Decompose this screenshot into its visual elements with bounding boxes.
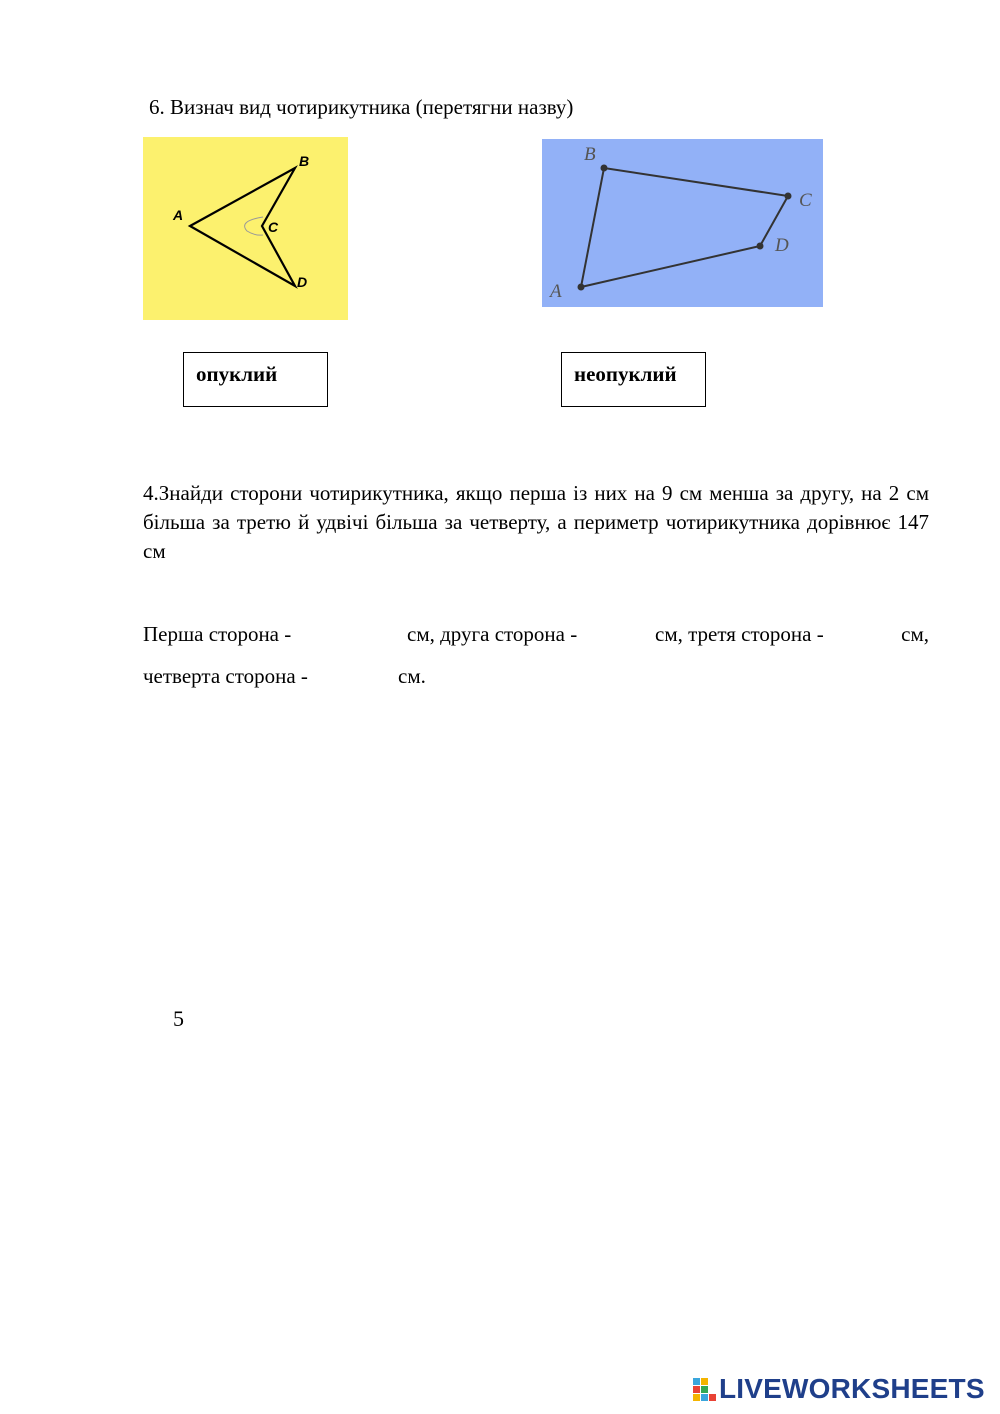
label-a: A — [173, 207, 184, 223]
answer-row-1 — [143, 622, 929, 652]
second-side-input[interactable] — [600, 620, 656, 652]
unit-comma: см, — [901, 622, 929, 646]
point-c — [785, 193, 792, 200]
label-c: C — [799, 190, 812, 211]
point-a — [578, 284, 585, 291]
point-b — [601, 165, 608, 172]
page-number: 5 — [173, 1006, 184, 1031]
logo-text: LIVEWORKSHEETS — [719, 1373, 985, 1404]
answer-row-2 — [143, 664, 929, 694]
label-a: A — [550, 281, 562, 302]
drag-option-nonconvex[interactable]: неопуклий — [561, 352, 706, 407]
third-side-input[interactable] — [848, 620, 897, 652]
first-side-input[interactable] — [315, 620, 407, 652]
label-c: C — [268, 219, 279, 235]
label-b: B — [584, 144, 596, 165]
task-4-problem-text: 4.Знайди сторони чотирикутника, якщо перша із них на 9 см менша за другу, на 2 см більша за третю й удвічі більша за четверту, а периметр чотирикутника дорівнює 147 см — [143, 481, 929, 563]
convex-quadrilateral-figure — [542, 139, 823, 307]
third-side-label: см, третя сторона - — [655, 622, 824, 646]
concave-quadrilateral-figure — [143, 137, 348, 320]
label-d: D — [775, 235, 789, 256]
logo-blocks-icon — [693, 1378, 717, 1404]
second-side-label: см, друга сторона - — [407, 622, 578, 646]
fourth-side-input[interactable] — [333, 662, 397, 694]
unit-period: см. — [398, 664, 426, 688]
fourth-side-label: четверта сторона - — [143, 664, 308, 688]
point-d — [757, 243, 764, 250]
label-b: B — [299, 153, 310, 169]
first-side-label: Перша сторона - — [143, 622, 292, 646]
label-d: D — [297, 274, 308, 290]
task-6-title: 6. Визнач вид чотирикутника (перетягни назву) — [149, 95, 574, 119]
drag-option-convex[interactable]: опуклий — [183, 352, 328, 407]
